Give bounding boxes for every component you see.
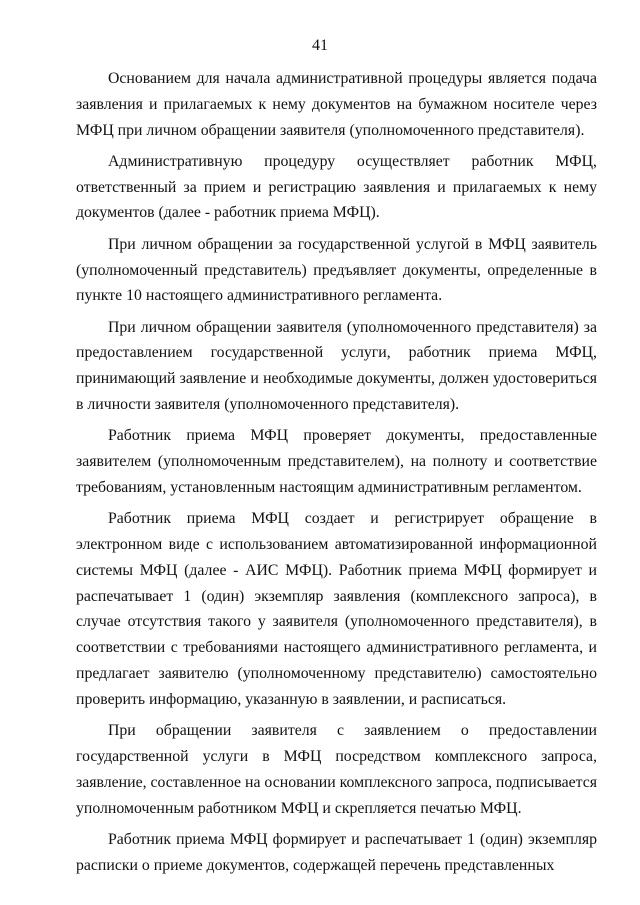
paragraph-receipt: Работник приема МФЦ формирует и распечатывает 1 (один) экземпляр расписки о приеме документов, содержащей перечень представленных — [76, 830, 597, 874]
paragraph-responsible-worker: Административную процедуру осуществляет работник МФЦ, ответственный за прием и регистрацию заявления и прилагаемых к нему документов (далее - работник приема МФЦ). — [76, 152, 597, 222]
paragraph-identity-check: При личном обращении заявителя (уполномоченного представителя) за предоставлением государственной услуги, работник приема МФЦ, принимающий заявление и необходимые документы, должен удостовериться в личности заявителя (уполномоченного представителя). — [76, 318, 597, 414]
paragraph-electronic-registration: Работник приема МФЦ создает и регистрирует обращение в электронном виде с использованием автоматизированной информационной системы МФЦ (далее - АИС МФЦ). Работник приема МФЦ формирует и распечатывает 1 (один) экземпляр заявления (комплексного запроса), в случае отсутствия такого у заявителя (уполномоченного представителя), в соответствии с требованиями настоящего административного регламента, и предлагает заявителю (уполномоченному представителю) самостоятельно проверить информацию, указанную в заявлении, и расписаться. — [76, 510, 597, 708]
paragraph-complex-request: При обращении заявителя с заявлением о предоставлении государственной услуги в МФЦ посредством комплексного запроса, заявление, составленное на основании комплексного запроса, подписывается уполномоченным работником МФЦ и скрепляется печатью МФЦ. — [76, 722, 597, 817]
paragraph-documents-presented: При личном обращении за государственной услугой в МФЦ заявитель (уполномоченный представитель) предъявляет документы, определенные в пункте 10 настоящего административного регламента. — [76, 235, 597, 305]
body-text — [76, 66, 597, 884]
paragraph-basis: Основанием для начала административной процедуры является подача заявления и прилагаемых к нему документов на бумажном носителе через МФЦ при личном обращении заявителя (уполномоченного представителя). — [76, 70, 597, 139]
page-number: 41 — [312, 37, 328, 54]
paragraph-document-review: Работник приема МФЦ проверяет документы, предоставленные заявителем (уполномоченным представителем), на полноту и соответствие требованиям, установленным настоящим административным регламентом. — [76, 427, 597, 496]
